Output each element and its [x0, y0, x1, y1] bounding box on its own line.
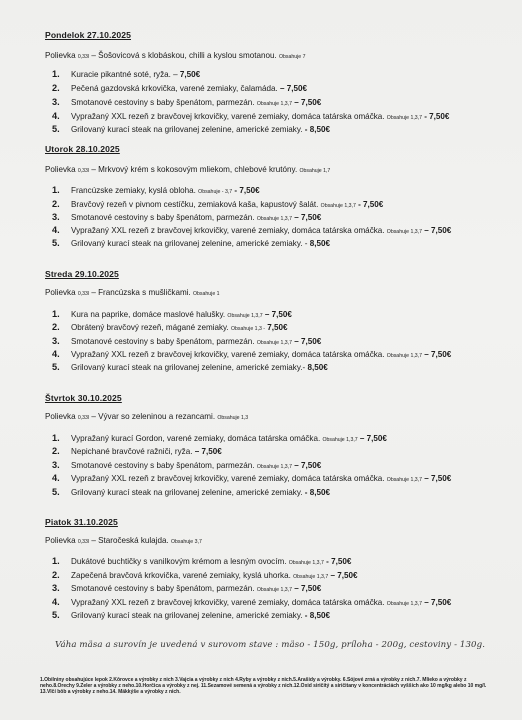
dish-item: 1. Vypražaný kurací Gordon, varené zemiaky, domáca tatárska omáčka. Obsahuje 1,3,7 – 7,50€: [52, 433, 387, 443]
dish-item: 3. Smotanové cestoviny s baby špenátom, parmezán. Obsahuje 1,3,7 – 7,50€: [52, 460, 322, 470]
dish-item: 2. Pečená gazdovská krkovička, varené zemiaky, čalamáda. – 7,50€: [52, 83, 308, 93]
soup-line: Polievka 0,33l – Vývar so zeleninou a rezancami. Obsahuje 1,3: [45, 412, 249, 421]
dish-item: 3. Smotanové cestoviny s baby špenátom, parmezán. Obsahuje 1,3,7 – 7,50€: [52, 583, 322, 593]
day-title: Utorok 28.10.2025: [45, 144, 120, 154]
dish-item: 5. Grilovaný kurací steak na grilovanej zelenine, americké zemiaky. - 8,50€: [52, 610, 330, 620]
dish-item: 3. Smotanové cestoviny s baby špenátom, parmezán. Obsahuje 1,3,7 – 7,50€: [52, 97, 322, 107]
day-title: Pondelok 27.10.2025: [45, 30, 131, 40]
soup-line: Polievka 0,33l – Mrkvový krém s kokosovým mliekom, chlebové krutóny. Obsahuje 1,7: [45, 165, 331, 174]
dish-item: 4. Vypražaný XXL rezeň z bravčovej krkovičky, varené zemiaky, domáca tatárska omáčka. Obsahuje 1,3,7 – 7,50€: [52, 473, 452, 483]
dish-item: 3. Smotanové cestoviny s baby špenátom, parmezán. Obsahuje 1,3,7 – 7,50€: [52, 336, 322, 346]
day-title: Streda 29.10.2025: [45, 269, 119, 279]
dish-item: 1. Francúzske zemiaky, kyslá obloha. Obsahuje - 3,7 - 7,50€: [52, 185, 260, 195]
dish-item: 1. Kuracie pikantné soté, ryža. – 7,50€: [52, 69, 201, 79]
dish-item: 5. Grilovaný kurací steak na grilovanej zelenine, americké zemiaky. - 8,50€: [52, 238, 330, 248]
soup-line: Polievka 0,33l – Šošovicová s klobáskou, chilli a kyslou smotanou. Obsahuje 7: [45, 51, 306, 60]
weight-note: Váha mäsa a surovín je uvedená v surovom stave : mäso - 150g, príloha - 200g, cestoviny - 130g.: [55, 640, 486, 650]
dish-item: 2. Bravčový rezeň v pivnom cestíčku, zemiaková kaša, kapustový šalát. Obsahuje 1,3,7 - 7,50€: [52, 199, 384, 209]
dish-item: 3. Smotanové cestoviny s baby špenátom, parmezán. Obsahuje 1,3,7 – 7,50€: [52, 212, 322, 222]
dish-item: 4. Vypražaný XXL rezeň z bravčovej krkovičky, varené zemiaky, domáca tatárska omáčka. Obsahuje 1,3,7 – 7,50€: [52, 597, 452, 607]
dish-item: 1. Kura na paprike, domáce maslové halušky. Obsahuje 1,3,7 – 7,50€: [52, 309, 292, 319]
dish-item: 2. Zapečená bravčová krkovička, varené zemiaky, kyslá uhorka. Obsahuje 1,3,7 – 7,50€: [52, 570, 358, 580]
dish-item: 4. Vypražaný XXL rezeň z bravčovej krkovičky, varené zemiaky, domáca tatárska omáčka. Obsahuje 1,3,7 – 7,50€: [52, 349, 452, 359]
dish-item: 5. Grilovaný kurací steak na grilovanej zelenine, americké zemiaky. - 8,50€: [52, 124, 330, 134]
dish-item: 5. Grilovaný kurací steak na grilovanej zelenine, americké zemiaky. - 8,50€: [52, 487, 330, 497]
dish-item: 5. Grilovaný kurací steak na grilovanej zelenine, americké zemiaky.- 8,50€: [52, 362, 328, 372]
day-title: Štvrtok 30.10.2025: [45, 393, 122, 403]
soup-line: Polievka 0,33l – Staročeská kulajda. Obsahuje 3,7: [45, 536, 202, 545]
dish-item: 2. Obrátený bravčový rezeň, mágané zemiaky. Obsahuje 1,3 - 7,50€: [52, 322, 288, 332]
dish-item: 1. Dukátové buchtičky s vanilkovým krémom a lesným ovocím. Obsahuje 1,3,7 - 7,50€: [52, 556, 352, 566]
day-title: Piatok 31.10.2025: [45, 517, 118, 527]
dish-item: 4. Vypražaný XXL rezeň z bravčovej krkovičky, varené zemiaky, domáca tatárska omáčka. Obsahuje 1,3,7 – 7,50€: [52, 225, 452, 235]
soup-line: Polievka 0,33l – Francúzska s mušličkami. Obsahuje 1: [45, 288, 220, 297]
dish-item: 4. Vypražaný XXL rezeň z bravčovej krkovičky, varené zemiaky, domáca tatárska omáčka. Obsahuje 1,3,7 - 7,50€: [52, 111, 450, 121]
dish-item: 2. Nepichané bravčové ražniči, ryža. – 7,50€: [52, 446, 222, 456]
allergen-legend: 1.Obilniny obsahujúce lepok 2.Kôrovce a výrobky z nich 3.Vajcia a výrobky z nich 4.Ryby a výrobky z nich.5.Arašidy a výrobky. 6.Sójové zrná a výrobky z nich.7. Mlieko a výrobky z neho.8.Orechy 9.Zeler a výrobky z neho.10.Horčica a výrobky z nej. 11.Sezamové semená a výrobky z nich.12.Oxid siričitý a siričitany v koncentráciách vyšších ako 10 mg/kg alebo 10 mg/l. 13.Vlčí bôb a výrobky z neho.14. Mäkkýše a výrobky z nich.: [40, 677, 487, 696]
